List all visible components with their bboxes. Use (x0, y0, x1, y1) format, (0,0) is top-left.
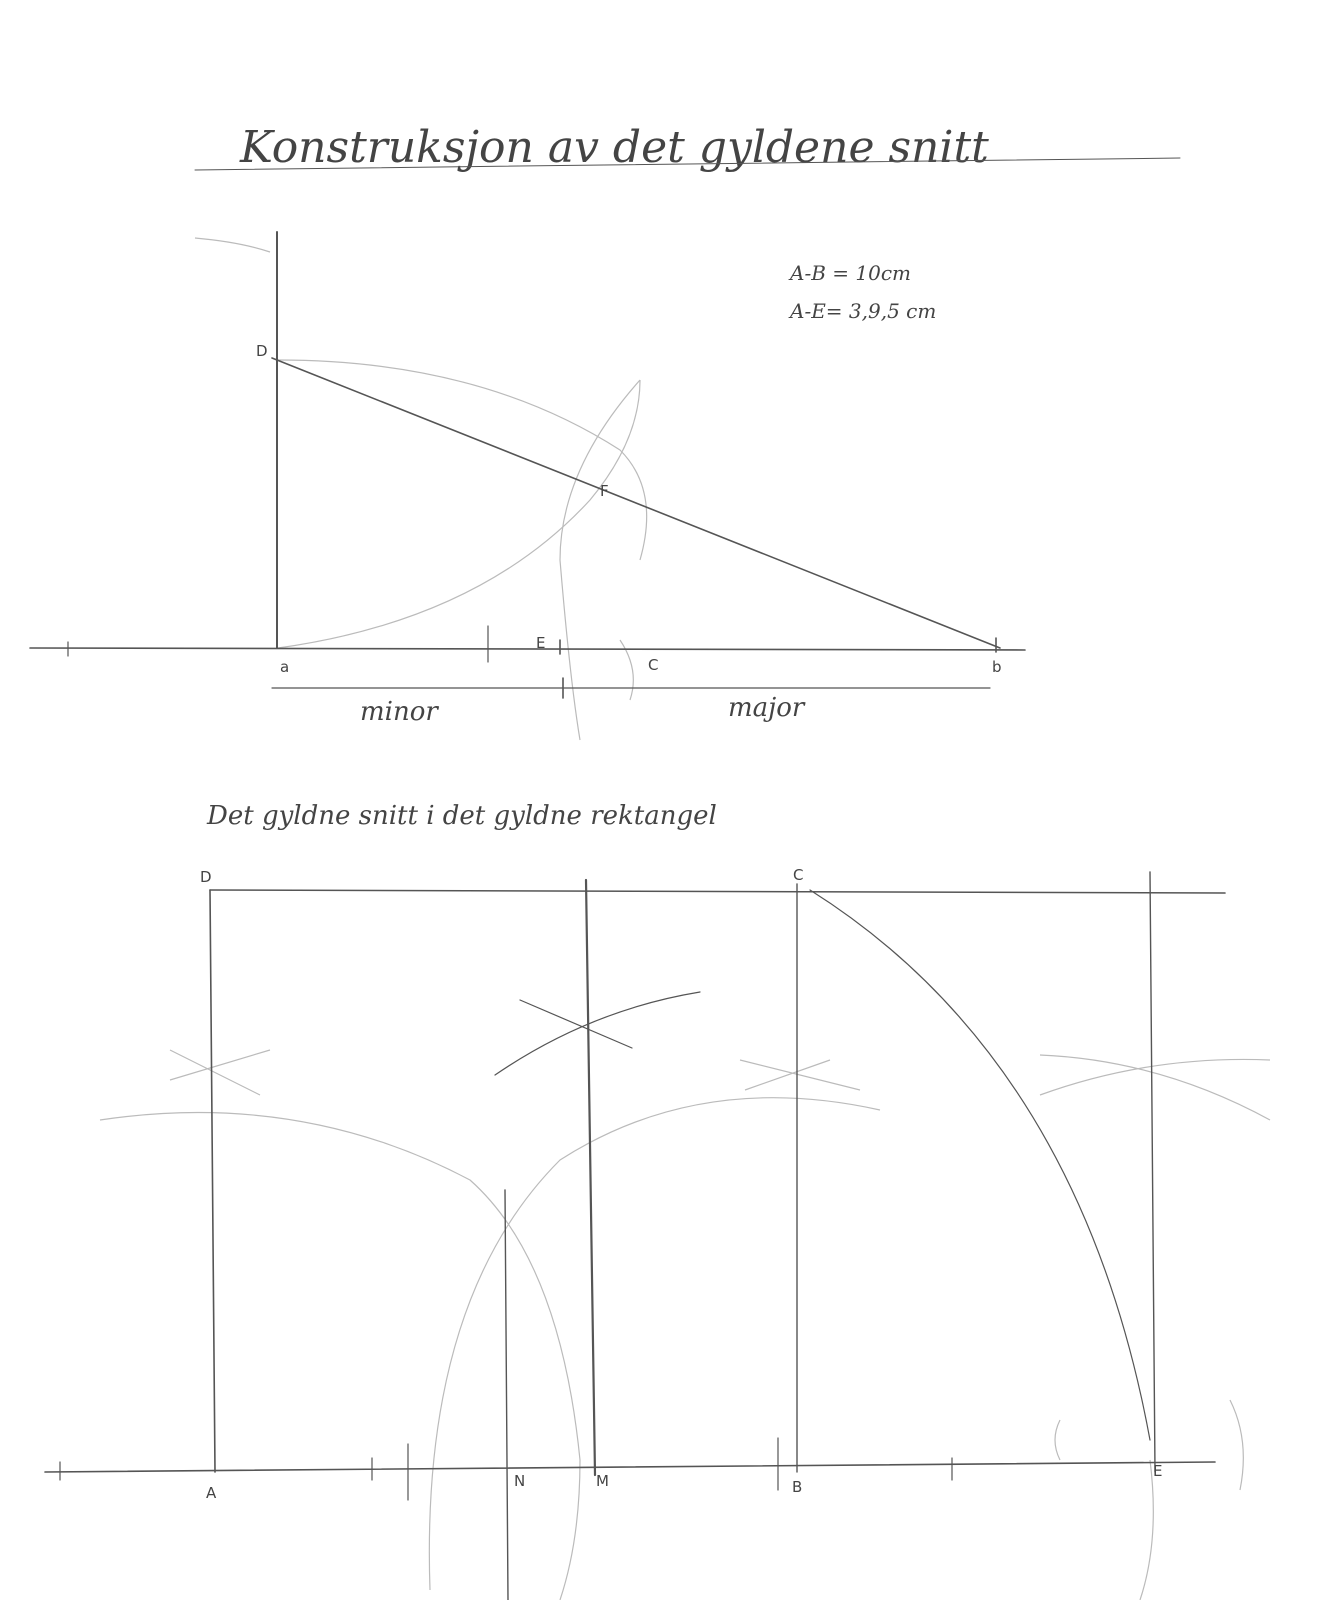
label-minor: minor (360, 697, 438, 727)
arc-d-center (278, 360, 647, 560)
arc-bisector (560, 380, 640, 740)
cross-mid (495, 992, 700, 1075)
line-m (586, 880, 595, 1475)
label-bottom-a: A (206, 1484, 217, 1502)
baseline-ab (30, 648, 1025, 650)
label-b: b (992, 658, 1002, 676)
label-major: major (728, 693, 805, 723)
label-bottom-n: N (514, 1472, 526, 1490)
line-e (1150, 872, 1155, 1472)
arc-top-left (195, 238, 270, 252)
bottom-baseline (45, 1462, 1215, 1472)
arc-bottom-right (1140, 1460, 1153, 1600)
bottom-construction (45, 801, 1270, 1600)
label-c: C (648, 656, 659, 674)
label-d: D (256, 342, 268, 360)
label-bottom-c: C (793, 866, 804, 884)
cross-far-right (1040, 1055, 1270, 1120)
note-ab: A-B = 10cm (790, 261, 911, 285)
arc-e-marks (1055, 1400, 1243, 1490)
label-bottom-e: E (1153, 1462, 1163, 1480)
label-e: E (536, 634, 546, 652)
label-bottom-b: B (792, 1478, 803, 1496)
cross-left (170, 1050, 270, 1095)
label-bottom-d: D (200, 868, 212, 886)
top-construction (30, 122, 1180, 740)
bottom-title: Det gyldne snitt i det gyldne rektangel (207, 801, 717, 831)
cross-right (740, 1060, 860, 1090)
arc-b-center (278, 380, 640, 648)
hypotenuse-db (272, 358, 1000, 648)
note-ae: A-E= 3,9,5 cm (790, 299, 937, 323)
arc-large (429, 1098, 880, 1590)
label-bottom-m: M (596, 1472, 609, 1490)
label-f: F (600, 482, 609, 500)
line-n (505, 1190, 508, 1600)
top-title: Konstruksjon av det gyldene snitt (240, 122, 989, 173)
label-a: a (280, 658, 290, 676)
top-edge (210, 890, 1225, 893)
left-edge-ad (210, 890, 215, 1472)
arc-golden (810, 890, 1150, 1440)
